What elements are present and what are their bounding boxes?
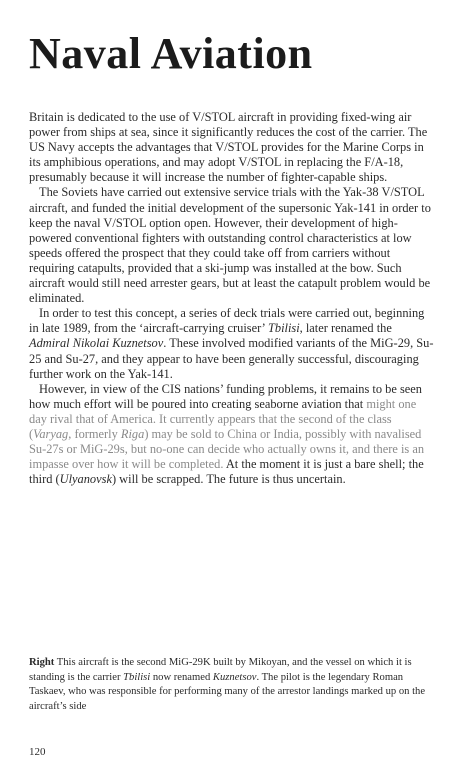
caption-text: This aircraft is the second MiG-29K built by Mikoyan, and the vessel on which it is standing is the carrier: [29, 657, 412, 683]
faded-text: might one day rival that of America. It currently appears that the second of the class (: [29, 396, 417, 441]
paragraph-1: Britain is dedicated to the use of V/STOL aircraft in providing fixed-wing air power from ships at sea, since it significantly reduces the cost of the carrier. The US Navy accepts the advantages that V/STOL provides for the Marine Corps in its amphibious operations, and may adopt V/STOL in replacing the F/A-18, presumably because it will increase the number of fighter-capable ships.: [29, 110, 428, 185]
caption-text: now renamed: [150, 671, 213, 683]
paragraph-3-text: , later renamed the: [299, 321, 392, 336]
article-body: [29, 110, 434, 487]
paragraph-4: [29, 382, 434, 488]
paragraph-4-text: However, in view of the CIS nations’ funding problems, it remains to be seen how much effort will be poured into creating seaborne aviation that: [29, 381, 422, 411]
paragraph-4-text: At the moment it is just a bare shell; the third (: [29, 457, 424, 487]
ship-name-riga: Riga: [120, 426, 145, 441]
caption-ship-kuznetsov: Kuznetsov: [212, 671, 257, 683]
paragraph-3: [29, 306, 434, 381]
faded-text: ) may be sold to China or India, possibly with navalised Su-27s or MiG-29s, but no-one can decide who actually owns it, and there is an impasse over how it will be completed.: [29, 426, 425, 472]
ship-name-tbilisi: Tbilisi: [267, 321, 300, 336]
paragraph-4-text: ) will be scrapped. The future is thus uncertain.: [111, 472, 346, 487]
page-title: Naval Aviation: [29, 29, 313, 78]
caption-ship-tbilisi: Tbilisi: [123, 671, 151, 683]
ship-name-ulyanovsk: Ulyanovsk: [59, 472, 112, 487]
ship-name-kuznetsov: Admiral Nikolai Kuznetsov: [29, 336, 164, 351]
ship-name-varyag: Varyag: [33, 426, 69, 441]
paragraph-3-text: . These involved modified variants of the MiG-29, Su-25 and Su-27, and they appear to have been generally successful, discouraging further work on the Yak-141.: [29, 336, 434, 381]
paragraph-3-text: In order to test this concept, a series of deck trials were carried out, beginning in late 1989, from the ‘aircraft-carrying cruiser’: [29, 306, 425, 336]
photo-caption: [29, 656, 434, 714]
caption-text: . The pilot is the legendary Roman Taskaev, who was responsible for performing many of the arrestor landings marked up on the aircraft’s side: [29, 671, 426, 712]
faded-text: , formerly: [68, 426, 121, 441]
caption-lead: Right: [29, 657, 55, 668]
page-number: 120: [29, 746, 46, 758]
paragraph-2: The Soviets have carried out extensive service trials with the Yak-38 V/STOL aircraft, and funded the initial development of the supersonic Yak-141 in order to keep the naval V/STOL option open. However, their development of high-powered conventional fighters with outstanding control characteristics at low speeds offered the prospect that they could take off from carriers without requiring catapults, provided that a ski-jump was installed at the bow. Such aircraft would still need arrester gears, but at least the catapult problem would be eliminated.: [29, 185, 431, 306]
